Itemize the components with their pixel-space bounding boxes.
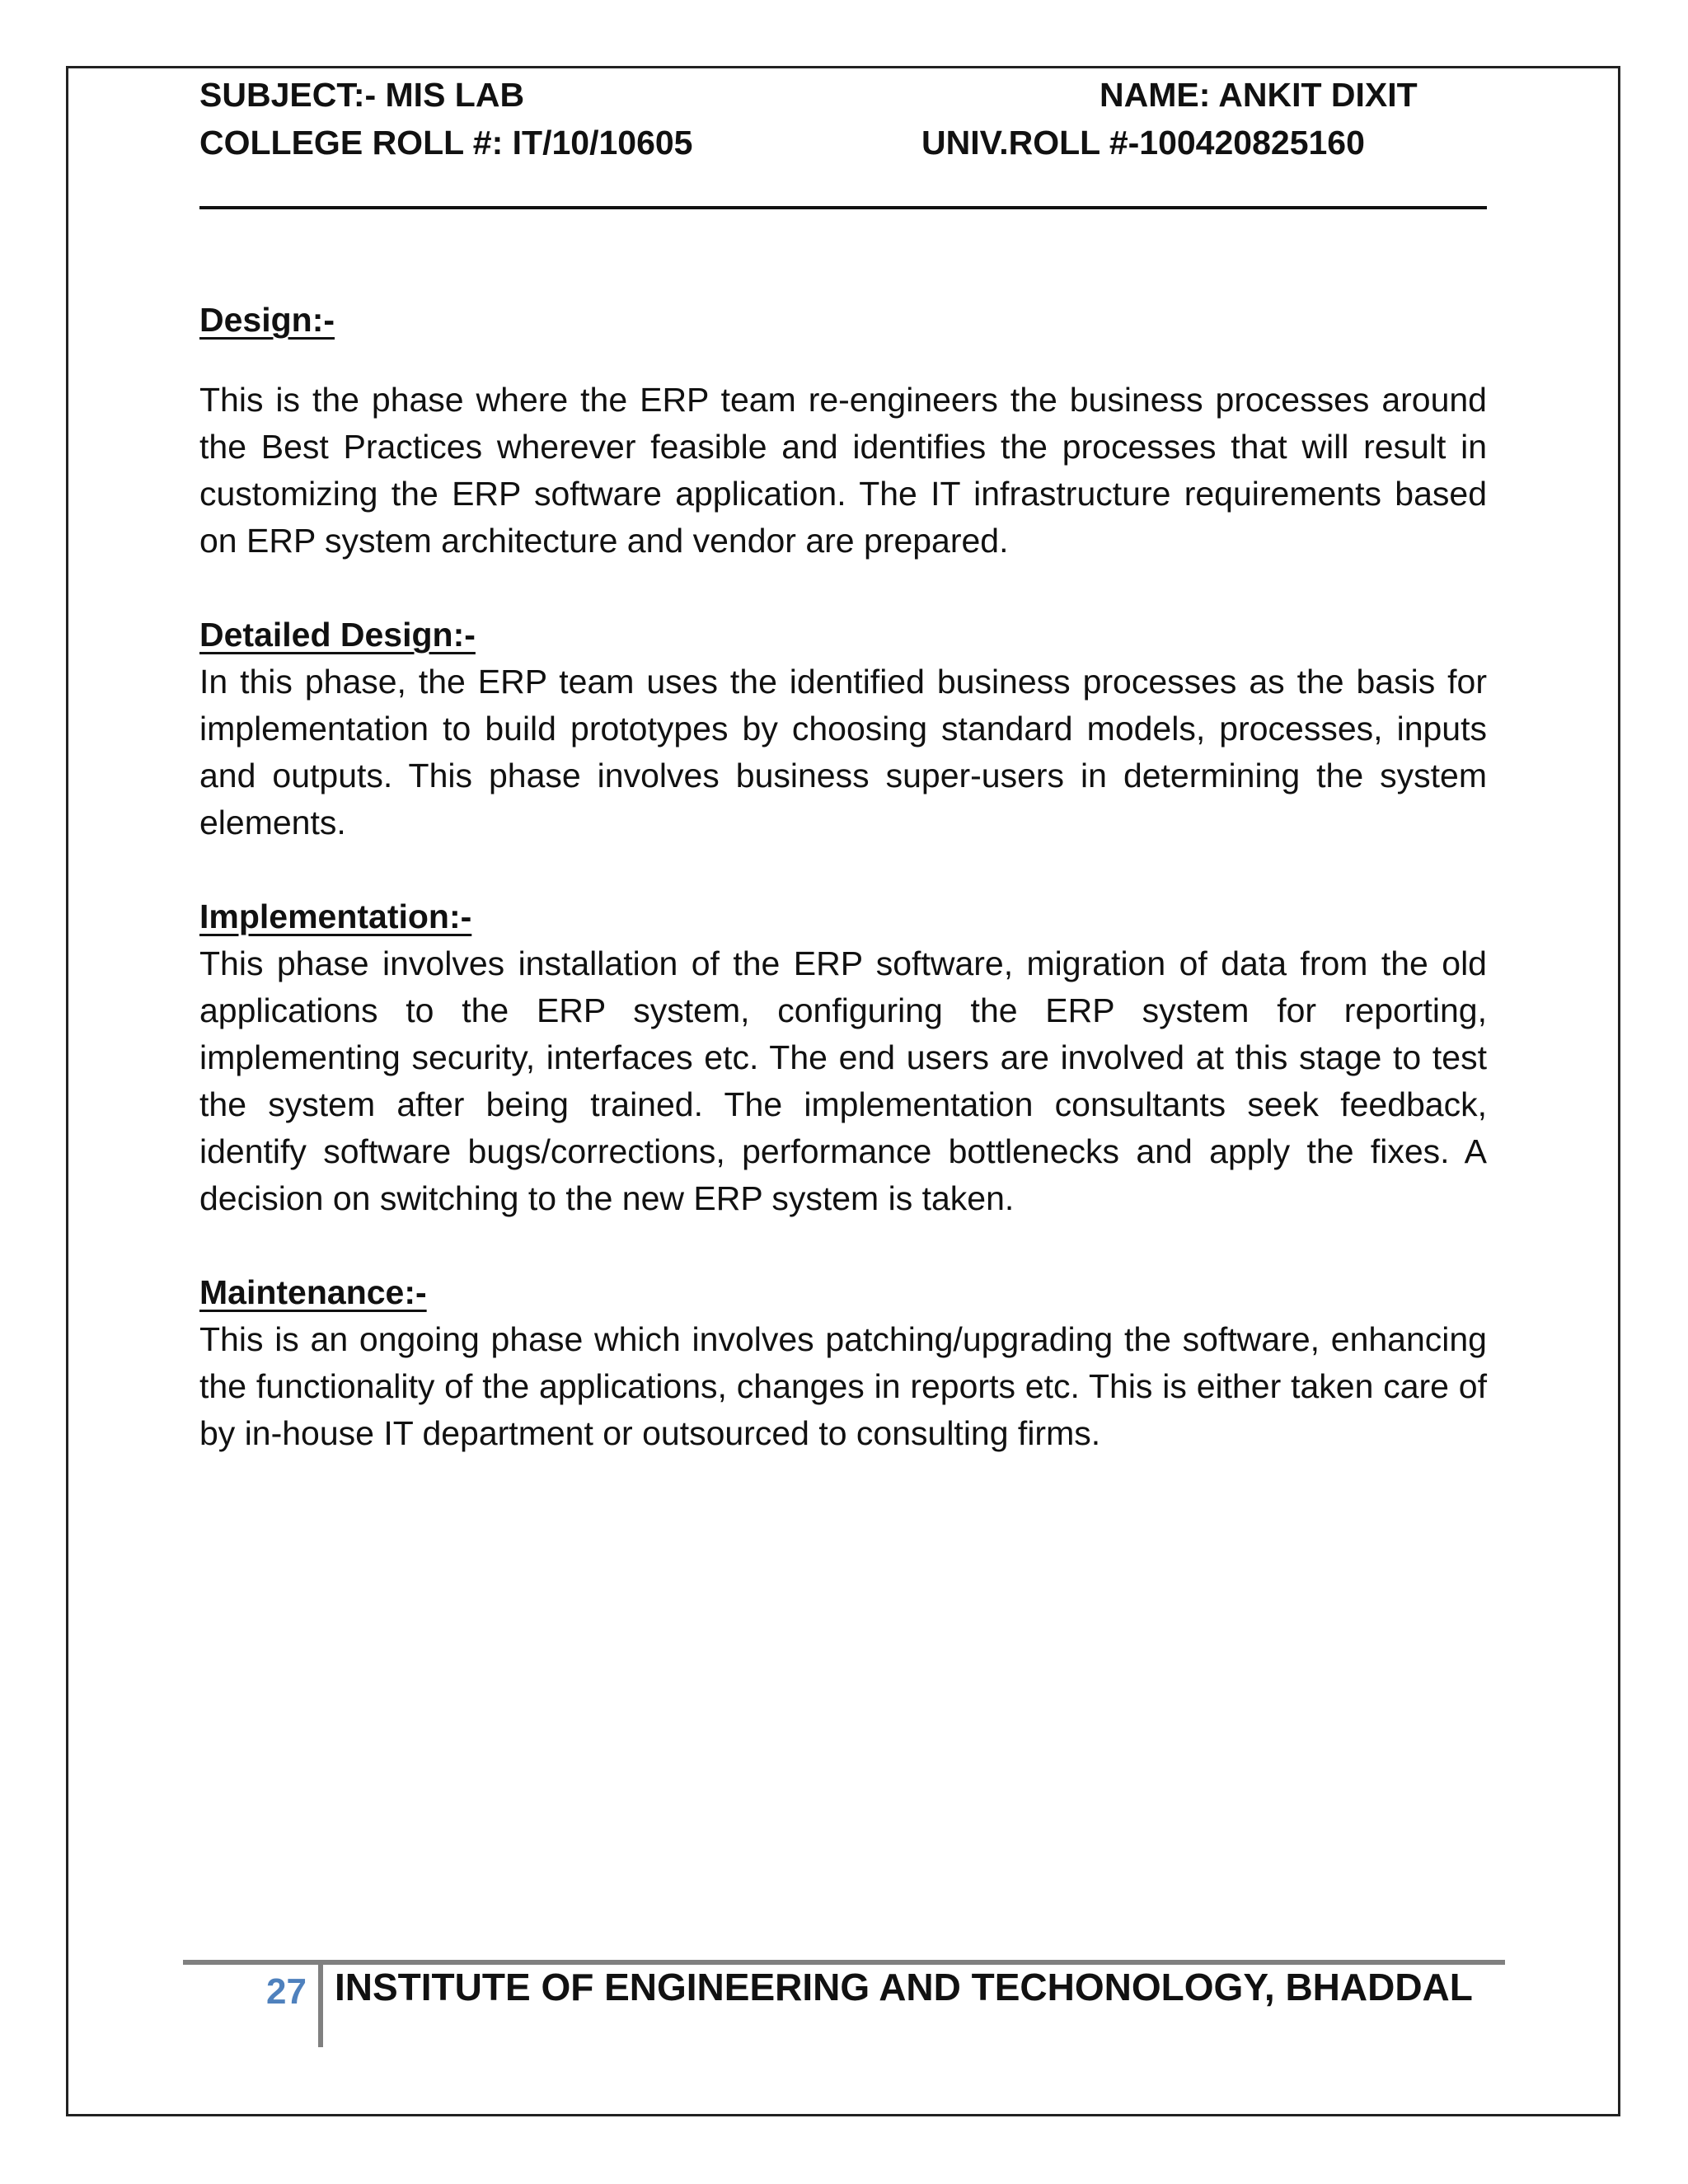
section-text-detailed-design: In this phase, the ERP team uses the identified business processes as the basis for implementation to build prototypes by choosing standard models, processes, inputs and outputs. This phase involves business super-users in determining the system elements.	[199, 663, 1487, 841]
section-heading-detailed-design: Detailed Design:-	[199, 616, 476, 654]
section-text-design: This is the phase where the ERP team re-engineers the business processes around the Best Practices wherever feasible and identifies the processes that will result in customizing the ERP software application. The IT infrastructure requirements based on ERP system architecture and vendor are prepared.	[199, 381, 1487, 560]
page-content	[199, 297, 1487, 1457]
page-header	[199, 76, 1485, 171]
section-heading-design: Design:-	[199, 301, 335, 339]
university-roll: UNIV.ROLL #-100420825160	[921, 124, 1365, 162]
college-roll: COLLEGE ROLL #: IT/10/10605	[199, 124, 693, 162]
subject-label: SUBJECT:- MIS LAB	[199, 76, 525, 114]
student-name: NAME: ANKIT DIXIT	[1100, 76, 1418, 114]
section-heading-implementation: Implementation:-	[199, 898, 472, 935]
header-row-1	[199, 76, 1485, 124]
header-row-2	[199, 124, 1485, 171]
institute-name: INSTITUTE OF ENGINEERING AND TECHONOLOGY, BHADDAL	[335, 1966, 1473, 2008]
section-text-implementation: This phase involves installation of the ERP software, migration of data from the old applications to the ERP system, configuring the ERP system for reporting, implementing security, interfaces etc. The end users are involved at this stage to test the system after being trained. The implementation consultants seek feedback, identify software bugs/corrections, performance bottlenecks and apply the fixes. A decision on switching to the new ERP system is taken.	[199, 944, 1487, 1217]
footer-vertical-divider	[318, 1965, 323, 2047]
header-divider	[199, 206, 1487, 209]
section-heading-maintenance: Maintenance:-	[199, 1273, 427, 1311]
section-text-maintenance: This is an ongoing phase which involves patching/upgrading the software, enhancing the functionality of the applications, changes in reports etc. This is either taken care of by in-house IT department or outsourced to consulting firms.	[199, 1320, 1487, 1452]
page-number: 27	[266, 1971, 307, 2012]
